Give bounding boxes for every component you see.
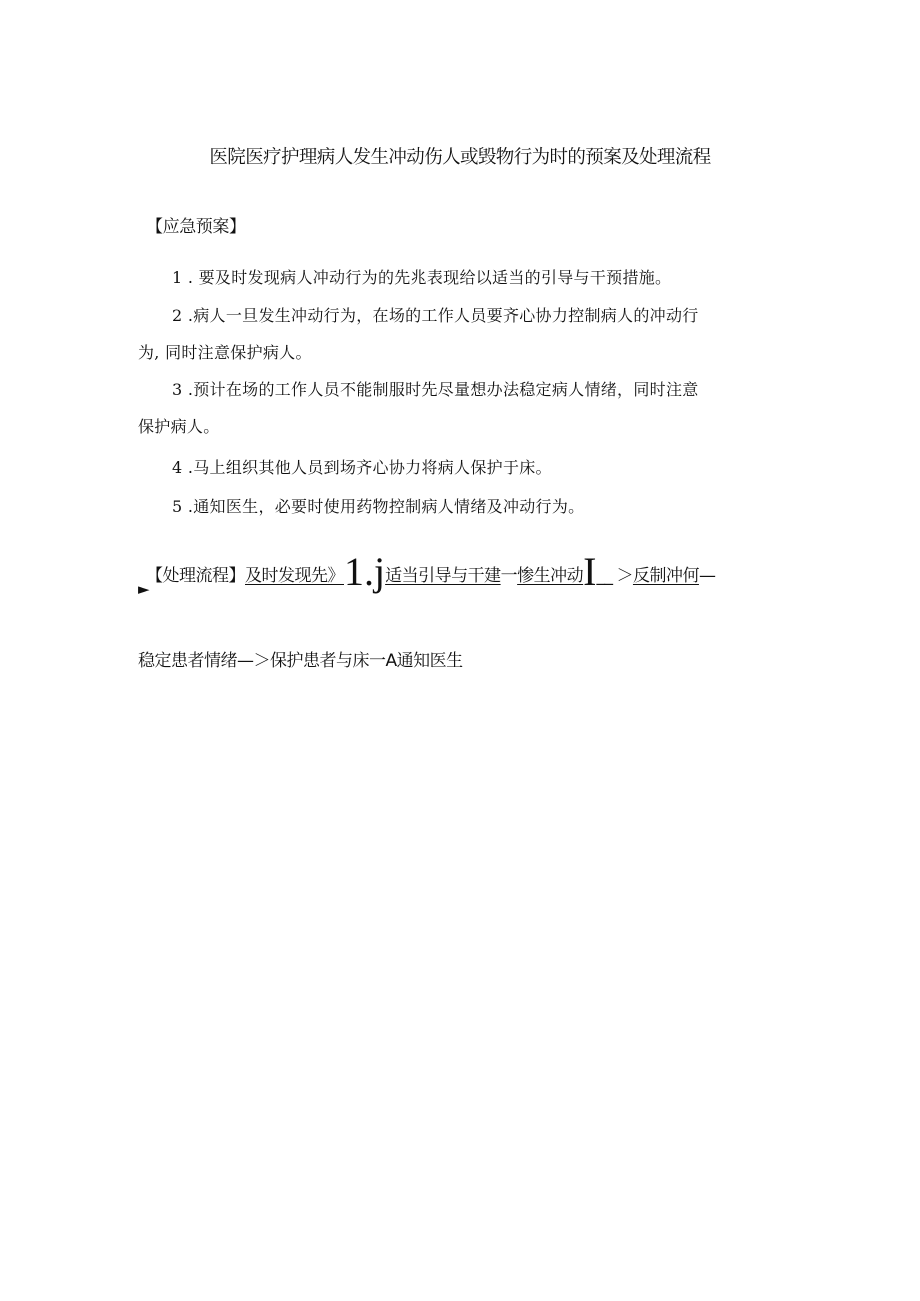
process-flow-line-2: 稳定患者情绪—＞保护患者与床一A通知医生 — [138, 651, 463, 671]
process-step-guide: 适当引导与干建 — [385, 566, 501, 586]
emergency-item-2: 2 .病人一旦发生冲动行为，在场的工作人员要齐心协力控制病人的冲动行 — [172, 306, 699, 325]
process-dash: — — [698, 566, 716, 586]
emergency-item-2-continued: 为, 同时注意保护病人。 — [138, 343, 312, 362]
document-title: 医院医疗护理病人发生冲动伤人或毁物行为时的预案及处理流程 — [209, 147, 711, 168]
emergency-item-3-continued: 保护病人。 — [138, 417, 220, 436]
process-underscore: __ — [596, 566, 613, 586]
process-step-restrain: 反制冲何 — [632, 566, 699, 586]
emergency-item-4: 4 .马上组织其他人员到场齐心协力将病人保护于床。 — [172, 458, 552, 477]
process-step-discover: 及时发现先》 — [245, 566, 344, 586]
process-heading: 【处理流程】 — [146, 566, 245, 586]
process-arrow-gt: ＞ — [616, 566, 633, 586]
process-step-number: 1.j — [344, 549, 386, 594]
emergency-item-5: 5 .通知医生，必要时使用药物控制病人情绪及冲动行为。 — [172, 497, 585, 516]
emergency-item-1: 1 . 要及时发现病人冲动行为的先兆表现给以适当的引导与干预措施。 — [172, 268, 672, 287]
process-arrow-icon: ► — [138, 580, 150, 598]
emergency-plan-heading: 【应急预案】 — [146, 217, 246, 237]
process-step-impulse: 惨生冲动 — [517, 566, 584, 586]
process-connector: 一 — [500, 566, 518, 586]
process-step-mark: I — [583, 549, 597, 594]
process-flow-line-1 — [146, 549, 716, 594]
emergency-item-3: 3 .预计在场的工作人员不能制服时先尽量想办法稳定病人情绪，同时注意 — [172, 380, 699, 399]
